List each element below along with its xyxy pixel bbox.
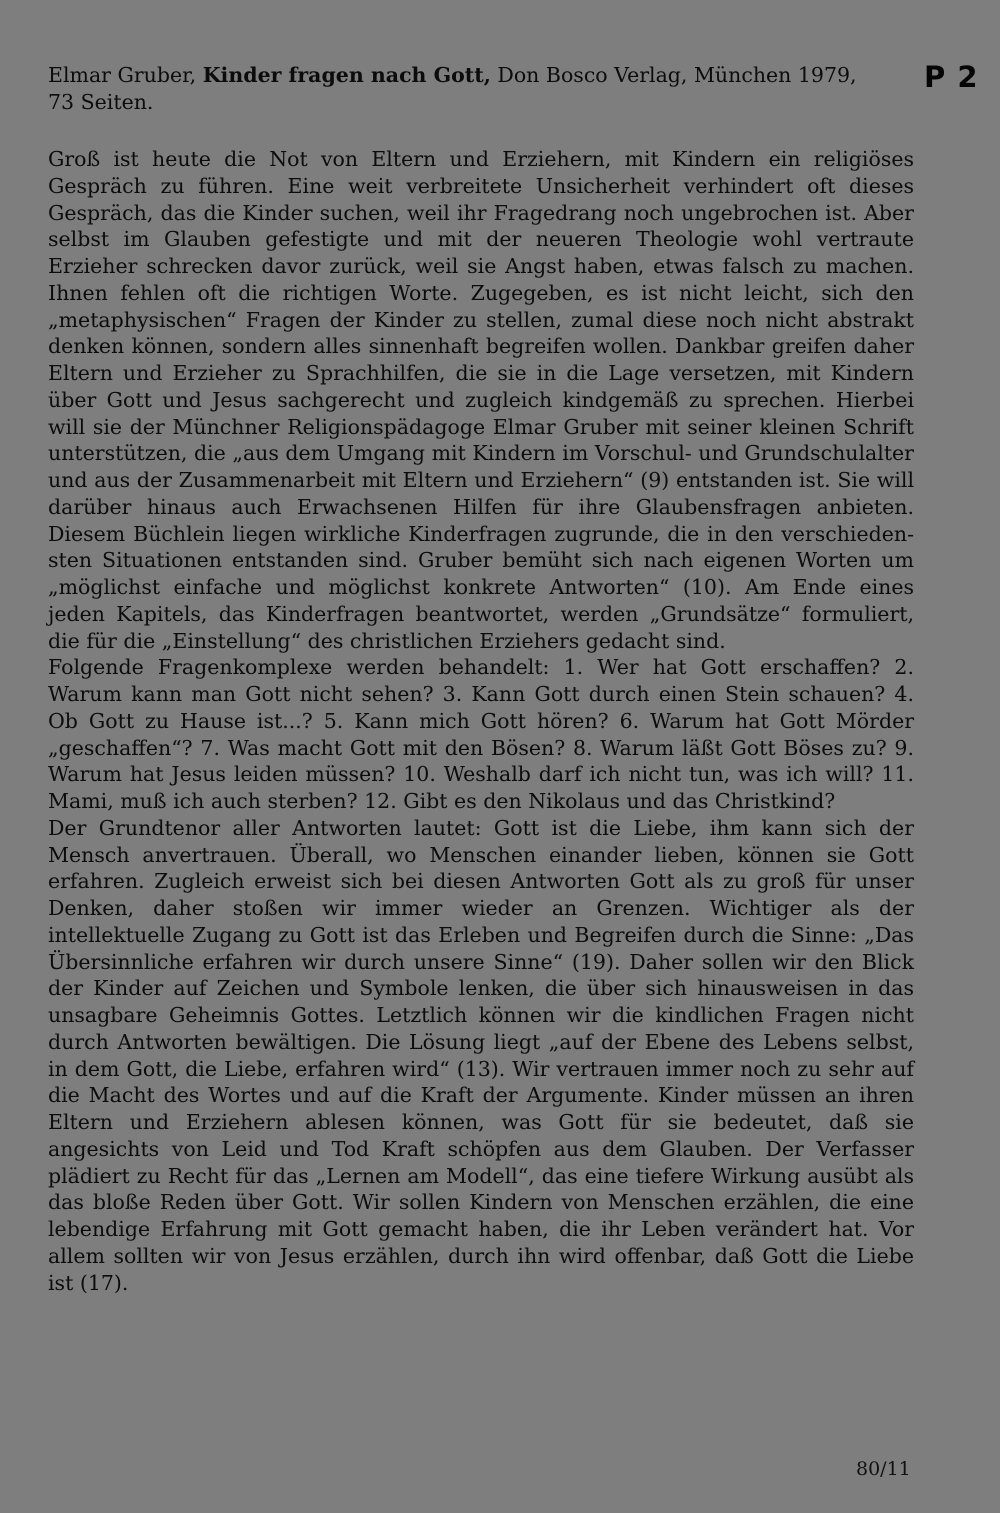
page-code: P 2 bbox=[924, 60, 979, 94]
citation-author: Elmar Gruber, bbox=[48, 63, 197, 87]
book-citation bbox=[48, 62, 918, 116]
paragraph-intro: Groß ist heute die Not von Eltern und Erziehern, mit Kindern ein religiöses Gespräch zu führen. Eine weit verbreitete Unsicherheit verhindert oft dieses Gespräch, das die Kinder suchen, weil ihr Fragedrang noch ungebrochen ist. Aber selbst im Glauben gefestigte und mit der neueren Theologie wohl vertraute Erzieher schrecken davor zurück, weil sie Angst haben, etwas falsch zu machen. Ihnen fehlen oft die richtigen Worte. Zugegeben, es ist nicht leicht, sich den „metaphysischen“ Fragen der Kinder zu stellen, zumal diese noch nicht abstrakt denken können, sondern alles sinnenhaft begreifen wollen. Dankbar greifen daher Eltern und Erzieher zu Sprachhilfen, die sie in die Lage versetzen, mit Kindern über Gott und Jesus sachgerecht und zugleich kindgemäß zu sprechen. Hierbei will sie der Münchner Religionspädagoge Elmar Gruber mit seiner kleinen Schrift unterstützen, die „aus dem Umgang mit Kindern im Vorschul- und Grundschulalter und aus der Zusammenarbeit mit Eltern und Erziehern“ (9) entstanden ist. Sie will darüber hinaus auch Erwachsenen Hilfen für ihre Glaubensfragen anbieten. Diesem Büchlein liegen wirkliche Kinderfragen zugrunde, die in den verschiedensten Situationen entstanden sind. Gruber bemüht sich nach eigenen Worten um „möglichst einfache und möglichst konkrete Antworten“ (10). Am Ende eines jeden Kapitels, das Kinderfragen beantwortet, werden „Grundsätze“ formuliert, die für die „Einstellung“ des christlichen Erziehers gedacht sind. bbox=[48, 147, 914, 653]
review-body bbox=[48, 146, 914, 1296]
paragraph-questions: Folgende Fragenkomplexe werden behandelt: 1. Wer hat Gott erschaffen? 2. Warum kann man Gott nicht sehen? 3. Kann Gott durch einen Stein schauen? 4. Ob Gott zu Hause ist...? 5. Kann mich Gott hören? 6. Warum hat Gott Mörder „geschaffen“? 7. Was macht Gott mit den Bösen? 8. Warum läßt Gott Böses zu? 9. Warum hat Jesus leiden müssen? 10. Weshalb darf ich nicht tun, was ich will? 11. Mami, muß ich auch sterben? 12. Gibt es den Nikolaus und das Christkind? bbox=[48, 655, 914, 813]
footer-code: 80/11 bbox=[856, 1458, 911, 1480]
citation-publisher: Don Bosco Verlag, München 1979, bbox=[497, 63, 857, 87]
citation-title: Kinder fragen nach Gott, bbox=[202, 63, 491, 87]
paragraph-conclusion: Der Grundtenor aller Antworten lautet: Gott ist die Liebe, ihm kann sich der Mensch anvertrauen. Überall, wo Menschen einander lieben, können sie Gott erfahren. Zugleich erweist sich bei diesen Antworten Gott als zu groß für unser Denken, daher stoßen wir immer wieder an Grenzen. Wichtiger als der intellektuelle Zugang zu Gott ist das Erleben und Begreifen durch die Sinne: „Das Übersinnliche erfahren wir durch unsere Sinne“ (19). Daher sollen wir den Blick der Kinder auf Zeichen und Symbole lenken, die über sich hinausweisen in das unsagbare Geheimnis Gottes. Letztlich können wir die kindlichen Fragen nicht durch Antworten bewältigen. Die Lösung liegt „auf der Ebene des Lebens selbst, in dem Gott, die Liebe, erfahren wird“ (13). Wir vertrauen immer noch zu sehr auf die Macht des Wortes und auf die Kraft der Argumente. Kinder müssen an ihren Eltern und Erziehern ablesen können, was Gott für sie bedeutet, daß sie angesichts von Leid und Tod Kraft schöpfen aus dem Glauben. Der Verfasser plädiert zu Recht für das „Lernen am Modell“, das eine tiefere Wirkung ausübt als das bloße Reden über Gott. Wir sollen Kindern von Menschen erzählen, die eine lebendige Erfahrung mit Gott gemacht haben, die ihr Leben verändert hat. Vor allem sollten wir von Jesus erzählen, durch ihn wird offenbar, daß Gott die Liebe ist (17). bbox=[48, 815, 914, 1295]
citation-pages: 73 Seiten. bbox=[48, 90, 154, 114]
